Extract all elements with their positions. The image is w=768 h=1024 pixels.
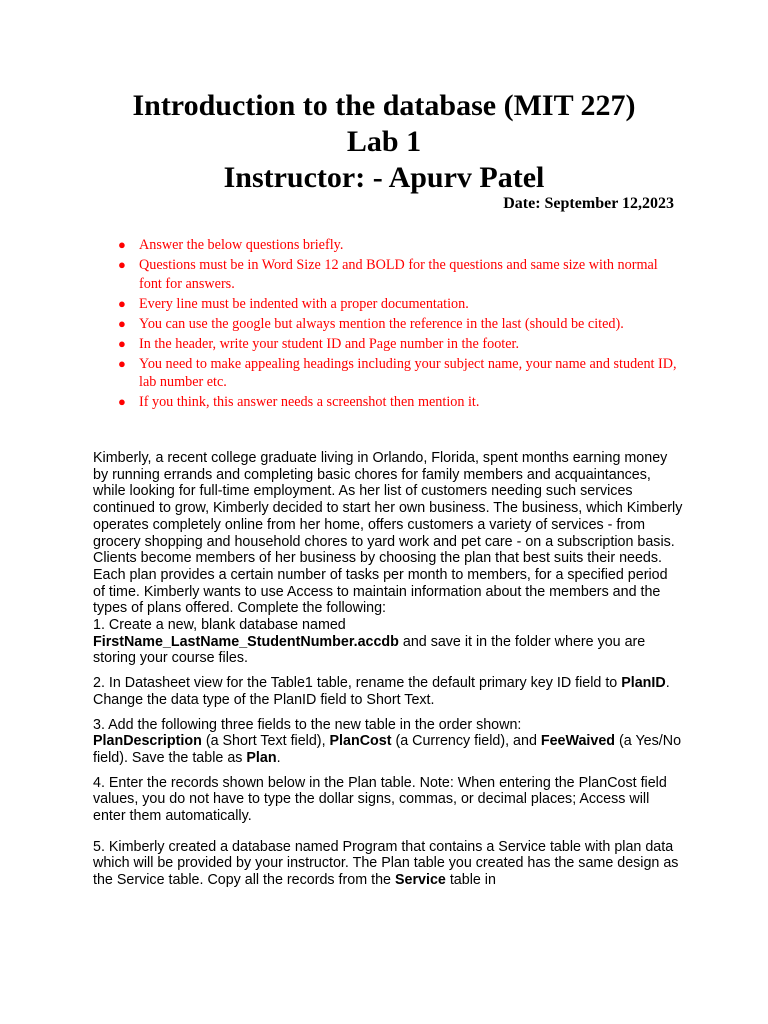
instruction-item: ● Every line must be indented with a proper documentation. [118, 295, 469, 312]
document-title: Introduction to the database (MIT 227) [132, 89, 636, 122]
instruction-item: ● You need to make appealing headings including your subject name, your name and student ID, lab number etc. [118, 355, 677, 390]
bullet-icon: ● [118, 295, 126, 311]
instructions-list [118, 236, 678, 413]
intro-paragraph: Kimberly, a recent college graduate living in Orlando, Florida, spent months earning money by running errands and completing basic chores for family members and acquaintances, while looking for full-time employment. As her list of customers needing such services continued to grow, Kimberly decided to start her own business. The business, which Kimberly operates completely online from her home, offers customers a variety of services - from grocery shopping and household chores to yard work and pet care - on a subscription basis. Clients become members of her business by choosing the plan that best suits their needs. Each plan provides a certain number of tasks per month to members, for a specified period of time. Kimberly wants to use Access to maintain information about the members and the types of plans offered. Complete the following: [93, 450, 683, 617]
instruction-item: ● Answer the below questions briefly. [118, 237, 344, 253]
date-line: Date: September 12,2023 [503, 195, 674, 212]
instruction-item: ● You can use the google but always mention the reference in the last (should be cited). [118, 315, 624, 332]
database-filename: FirstName_LastName_StudentNumber.accdb [93, 633, 399, 650]
instruction-item: ● If you think, this answer needs a screenshot then mention it. [118, 394, 480, 410]
lab-body [93, 450, 683, 889]
bullet-icon: ● [118, 257, 126, 272]
instruction-item: ● In the header, write your student ID and Page number in the footer. [118, 335, 520, 352]
instructor-heading: Instructor: - Apurv Patel [223, 161, 545, 194]
bullet-icon: ● [118, 335, 126, 351]
bullet-icon: ● [118, 355, 126, 371]
bullet-icon: ● [118, 315, 126, 331]
question-5: 5. Kimberly created a database named Program that contains a Service table with plan data which will be provided by your instructor. The Plan table you created has the same design as the Service table. Copy all the records from the Service table in [93, 838, 679, 889]
question-1: 1. Create a new, blank database named FirstName_LastName_StudentNumber.accdb and save it in the folder where you are storing your course files. [93, 617, 646, 667]
question-3: 3. Add the following three fields to the new table in the order shown: PlanDescription (a Short Text field), PlanCost (a Currency field), and FeeWaived (a Yes/No field). Save the table as Plan. [93, 716, 682, 766]
instruction-item: ● Questions must be in Word Size 12 and BOLD for the questions and same size with normal font for answers. [118, 257, 658, 292]
question-2: 2. In Datasheet view for the Table1 table, rename the default primary key ID field to PlanID. Change the data type of the PlanID field to Short Text. [93, 675, 670, 708]
lab-number-heading: Lab 1 [346, 125, 422, 158]
bullet-icon: ● [118, 237, 126, 252]
question-4: 4. Enter the records shown below in the Plan table. Note: When entering the PlanCost field values, you do not have to type the dollar signs, commas, or decimal places; Access will enter them automatically. [93, 774, 667, 825]
bullet-icon: ● [118, 394, 126, 409]
